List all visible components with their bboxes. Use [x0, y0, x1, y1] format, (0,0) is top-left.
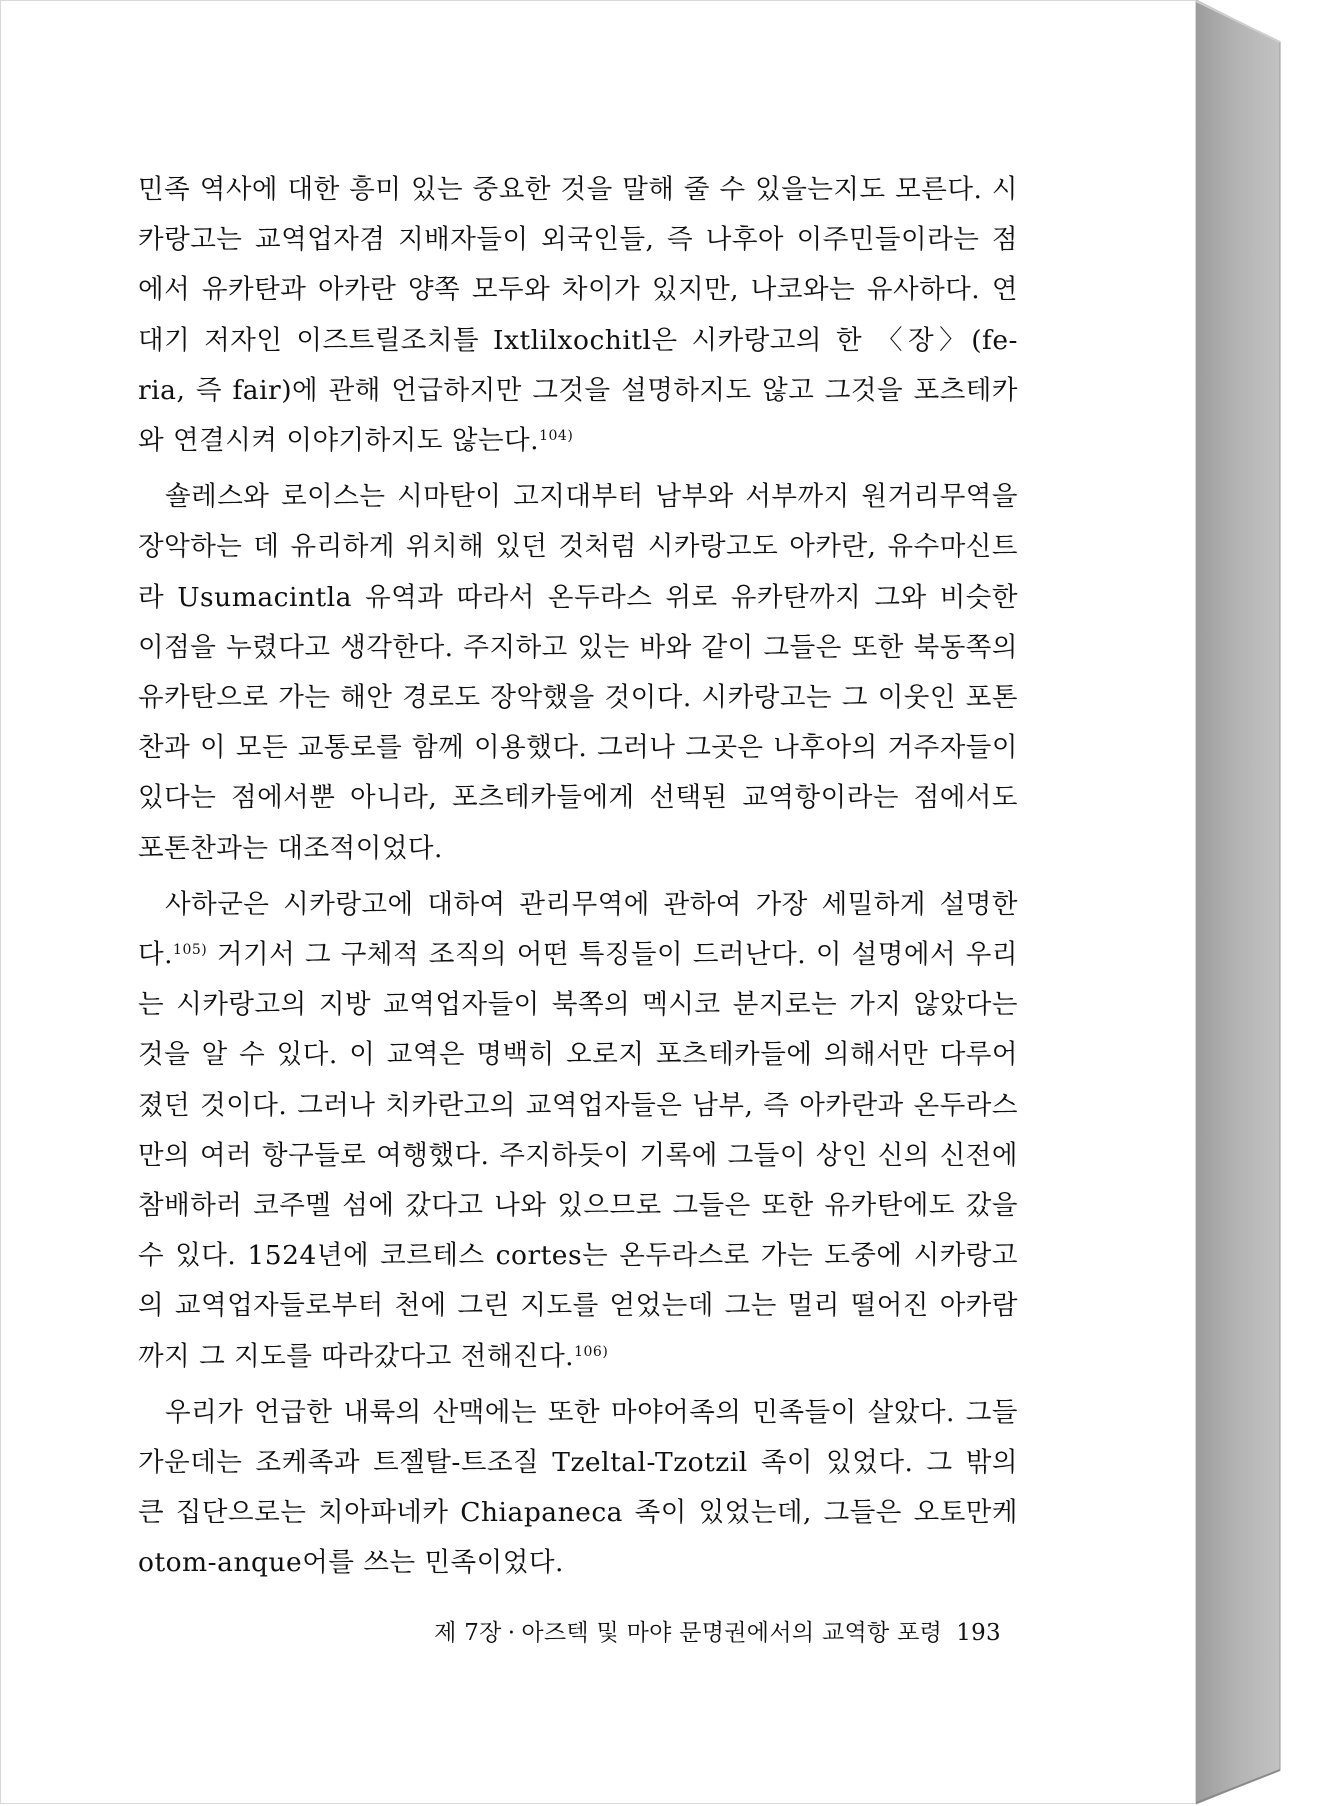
paragraph-3-text: 사하군은 시카랑고에 대하여 관리무역에 관하여 가장 세밀하게 설명한다. — [138, 888, 1018, 971]
paragraph-3-continuation: 거기서 그 구체적 조직의 어떤 특징들이 드러난다. 이 설명에서 우리는 시카랑고의 지방 교역업자들이 북쪽의 멕시코 분지로는 가지 않았다는 것을 알 수 있다. 이 교역은 명백히 오로지 포츠테카들에 의해서만 다루어졌던 것이다. 그러나 치카란고의 교역업자들은 남부, 즉 아카란과 온두라스 만의 여러 항구들로 여행했다. 주지하듯이 기록에 그들이 상인 신의 신전에 참배하러 코주멜 섬에 갔다고 나와 있으므로 그들은 또한 유카탄에도 갔을 수 있다. 1524년에 코르테스 cortes는 온두라스로 가는 도중에 시카랑고의 교역업자들로부터 천에 그린 지도를 얻었는데 그는 멀리 떨어진 아카람까지 그 지도를 따라갔다고 전해진다. — [138, 939, 1018, 1372]
page-number: 193 — [956, 1620, 1001, 1646]
footer-chapter: 제 7장 — [434, 1620, 502, 1646]
paragraph-1 — [138, 165, 1018, 466]
footnote-ref-105: 105) — [173, 942, 208, 959]
running-footer — [381, 1614, 1001, 1647]
paragraph-4-text: 우리가 언급한 내륙의 산맥에는 또한 마야어족의 민족들이 살았다. 그들가운데는 조케족과 트젤탈-트조질 Tzeltal-Tzotzil 족이 있었다. 그 밖의 큰 집단으로는 치아파네카 Chiapaneca 족이 있었는데, 그들은 오토만케 otom-anque어를 쓰는 민족이었다. — [138, 1396, 1018, 1579]
footer-title: 아즈텍 및 마야 문명권에서의 교역항 포령 — [521, 1620, 943, 1646]
paragraph-4 — [138, 1388, 1018, 1589]
page-stack-edge-shape — [1196, 0, 1326, 1806]
paragraph-1-text: 민족 역사에 대한 흥미 있는 중요한 것을 말해 줄 수 있을는지도 모른다. 시카랑고는 교역업자겸 지배자들이 외국인들, 즉 나후아 이주민들이라는 점에서 유카탄과 아카란 양쪽 모두와 차이가 있지만, 나코와는 유사하다. 연대기 저자인 이즈트릴조치틀 Ixtlilxochitl은 시카랑고의 한 〈장〉(fe-ria, 즉 fair)에 관해 언급하지만 그것을 설명하지도 않고 그것을 포츠테카와 연결시켜 이야기하지도 않는다. — [138, 174, 1018, 457]
footnote-ref-106: 106) — [574, 1343, 609, 1360]
paragraph-2-text: 숄레스와 로이스는 시마탄이 고지대부터 남부와 서부까지 원거리무역을 장악하는 데 유리하게 위치해 있던 것처럼 시카랑고도 아카란, 유수마신트라 Usumacintla 유역과 따라서 온두라스 위로 유카탄까지 그와 비슷한 이점을 누렸다고 생각한다. 주지하고 있는 바와 같이 그들은 또한 북동쪽의 유카탄으로 가는 해안 경로도 장악했을 것이다. 시카랑고는 그 이웃인 포톤찬과 이 모든 교통로를 함께 이용했다. 그러나 그곳은 나후아의 거주자들이 있다는 점에서뿐 아니라, 포츠테카들에게 선택된 교역항이라는 점에서도 포톤찬과는 대조적이었다. — [138, 481, 1018, 864]
footer-separator: · — [507, 1620, 516, 1646]
paragraph-3 — [138, 880, 1018, 1382]
footnote-ref-104: 104) — [539, 428, 574, 445]
body-text — [138, 165, 1018, 1595]
paragraph-2 — [138, 472, 1018, 874]
page-stack-edge — [1196, 0, 1326, 1806]
